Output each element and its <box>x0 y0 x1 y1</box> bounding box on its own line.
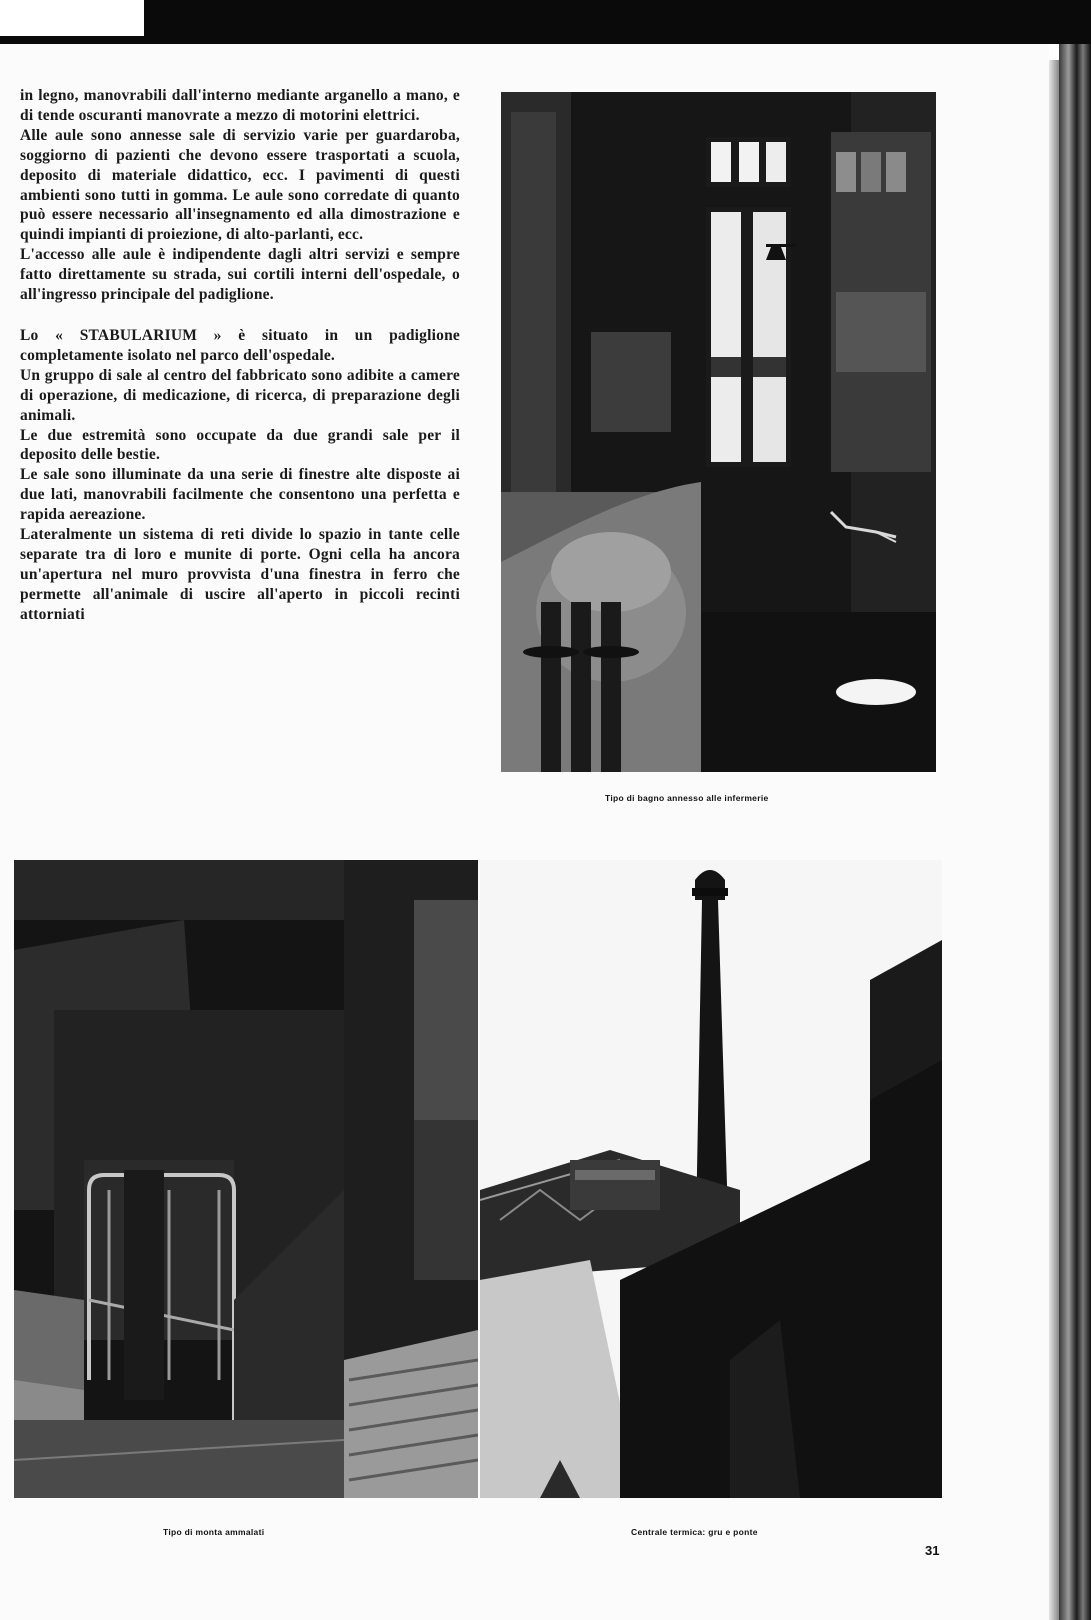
book-edge-inner <box>1049 60 1059 1620</box>
paragraph: Un gruppo di sale al centro del fabbricato sono adibite a camere di operazione, di medicazione, di ricerca, di preparazione degli animali. <box>20 366 460 424</box>
paragraph: Lateralmente un sistema di reti divide lo spazio in tante celle separate tra di loro e munite di porte. Ogni cella ha ancora un'apertura nel muro provvista d'una finestra in ferro che permette all'animale di uscire all'aperto in piccoli recinti attorniati <box>20 526 460 623</box>
article-text <box>20 86 460 625</box>
photo-plant <box>480 860 942 1498</box>
paragraph: Lo « STABULARIUM » è situato in un padiglione completamente isolato nel parco dell'ospedale. <box>20 326 460 364</box>
paragraph: Le due estremità sono occupate da due grandi sale per il deposito delle bestie. <box>20 426 460 464</box>
paragraph: L'accesso alle aule è indipendente dagli altri servizi e sempre fatto direttamente su strada, sui cortili interni dell'ospedale, o all'ingresso principale del padiglione. <box>20 246 460 304</box>
paragraph: in legno, manovrabili dall'interno mediante arganello a mano, e di tende oscuranti manovrate a mezzo di motorini elettrici. <box>20 87 460 124</box>
scan-border-top <box>0 0 1091 44</box>
photo-bath <box>501 92 936 772</box>
photo-lift <box>14 860 478 1498</box>
caption-plant: Centrale termica: gru e ponte <box>631 1527 758 1537</box>
paragraph: Alle aule sono annesse sale di servizio varie per guardaroba, soggiorno di pazienti che devono essere trasportati a scuola, deposito di materiale didattico, ecc. I pavimenti di questi ambienti sono tutti in gomma. Le aule sono corredate di quanto può essere necessario all'insegnamento ed alla dimostrazione e quindi impianti di proiezione, di alto-parlanti, ecc. <box>20 126 460 244</box>
caption-lift: Tipo di monta ammalati <box>163 1527 265 1537</box>
scan-border-corner <box>0 0 144 36</box>
paragraph: Le sale sono illuminate da una serie di finestre alte disposte ai due lati, manovrabili facilmente che consentono una perfetta e rapida aereazione. <box>20 466 460 524</box>
caption-bath: Tipo di bagno annesso alle infermerie <box>605 793 769 803</box>
book-edge <box>1059 44 1091 1620</box>
page-number: 31 <box>925 1543 940 1558</box>
